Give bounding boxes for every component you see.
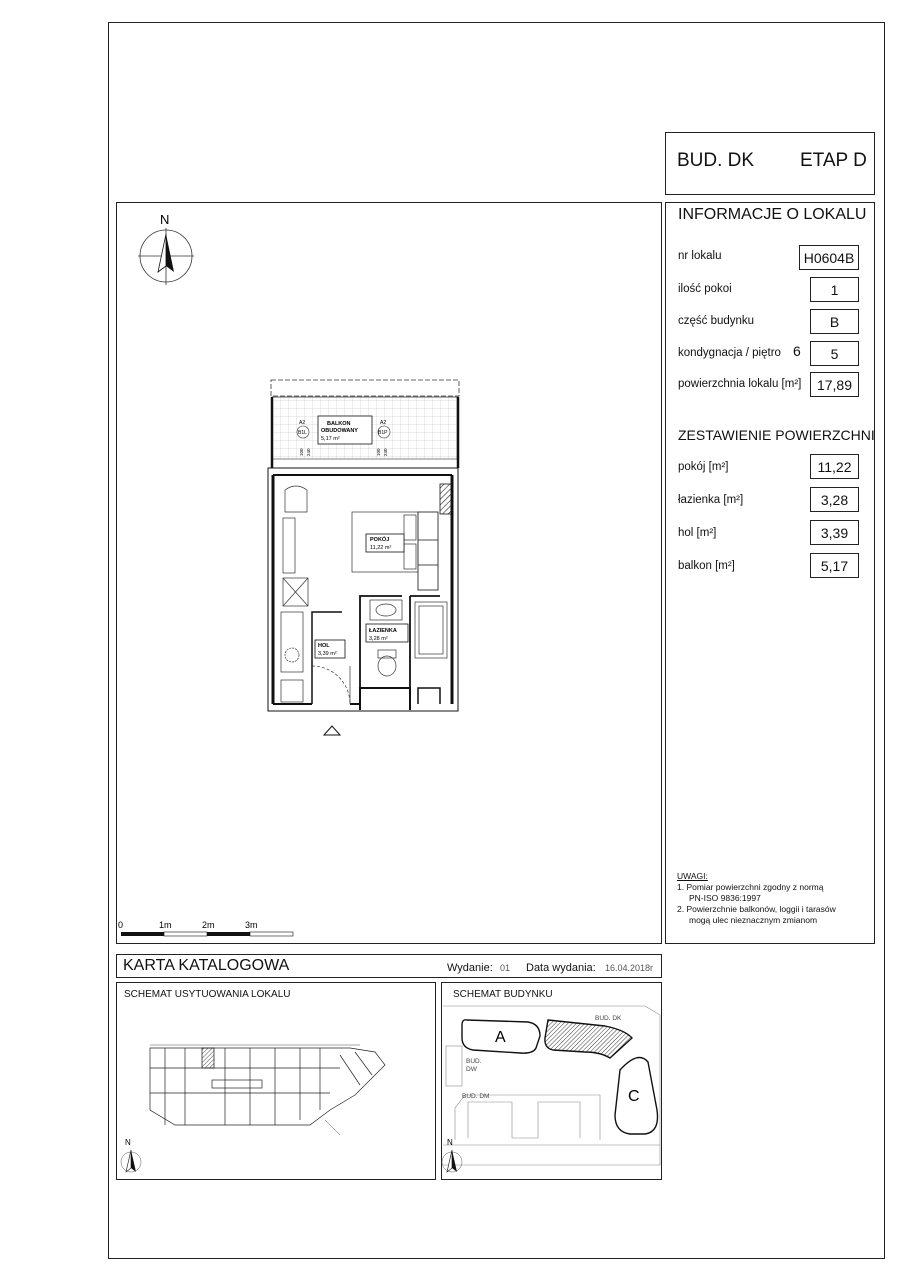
balcony-name-1: BALKON <box>327 421 351 427</box>
storey-value: 6 <box>793 343 801 359</box>
furniture <box>281 486 447 704</box>
info-label-rooms: ilość pokoi <box>678 283 732 295</box>
date-value: 16.04.2018r <box>605 963 654 973</box>
note-line-3: 2. Powierzchnie balkonów, loggii i tarasów <box>677 904 836 914</box>
window-dim-1-left: 100 <box>299 448 304 456</box>
balcony-name-2: OBUDOWANY <box>321 428 358 434</box>
area-value-hall: 3,39 <box>810 520 859 545</box>
scale-label-0: 0 <box>118 920 124 930</box>
location-north-arrow-icon <box>121 1150 141 1172</box>
unit-number-value: H0604B <box>799 245 859 270</box>
total-area-value: 17,89 <box>810 372 859 397</box>
bathroom-name: ŁAZIENKA <box>369 628 397 634</box>
stage-code: ETAP D <box>800 150 867 171</box>
hall-name: HOL <box>318 643 330 649</box>
apartment-walls <box>268 468 458 711</box>
building-dk-label: BUD. DK <box>595 1015 622 1022</box>
window-tag-left: B1L <box>298 430 307 436</box>
notes-title: UWAGI: <box>677 871 708 881</box>
building-a-label: A <box>495 1029 506 1046</box>
scale-bar <box>121 932 293 936</box>
room-area-label: 11,22 m² <box>370 545 392 551</box>
floor-plan-drawing <box>116 202 662 944</box>
bathroom-area-label: 3,28 m² <box>369 636 388 642</box>
building-dk-shape <box>545 1020 632 1058</box>
info-label-unit-number: nr lokalu <box>678 250 722 262</box>
hall-area-label: 3,39 m² <box>318 651 337 657</box>
edition-label: Wydanie: <box>447 962 493 974</box>
note-line-2: PN-ISO 9836:1997 <box>689 893 761 903</box>
building-dw-label-1: BUD. <box>466 1058 482 1065</box>
area-label-room: pokój [m²] <box>678 461 729 473</box>
window-tag-a-left: A2 <box>299 420 306 426</box>
north-arrow-icon <box>138 228 194 285</box>
room-name: POKÓJ <box>370 537 390 543</box>
building-dw-label-2: DW <box>466 1066 477 1073</box>
note-line-4: mogą ulec nieznacznym zmianom <box>689 915 818 925</box>
building-c-label: C <box>628 1088 640 1105</box>
window-dim-2-right: 240 <box>383 448 388 456</box>
location-scheme-title: SCHEMAT USYTUOWANIA LOKALU <box>124 989 291 1000</box>
building-north-letter: N <box>447 1138 453 1147</box>
rooms-value: 1 <box>810 277 859 302</box>
area-label-hall: hol [m²] <box>678 527 717 539</box>
info-label-floor: kondygnacja / piętro <box>678 347 781 359</box>
scale-label-1m: 1m <box>159 920 172 930</box>
area-label-bathroom: łazienka [m²] <box>678 494 744 506</box>
info-title: INFORMACJE O LOKALU <box>678 206 867 223</box>
edition-value: 01 <box>500 963 511 973</box>
building-scheme-drawing <box>441 982 662 1180</box>
scale-label-3m: 3m <box>245 920 258 930</box>
info-label-building-part: część budynku <box>678 315 755 327</box>
date-label: Data wydania: <box>526 962 596 974</box>
area-label-balcony: balkon [m²] <box>678 560 735 572</box>
window-tag-right: B1P <box>378 430 388 436</box>
area-value-room: 11,22 <box>810 454 859 479</box>
catalog-title: KARTA KATALOGOWA <box>123 957 290 974</box>
note-line-1: 1. Pomiar powierzchni zgodny z normą <box>677 882 824 892</box>
north-letter: N <box>160 212 170 227</box>
building-scheme-title: SCHEMAT BUDYNKU <box>453 989 553 1000</box>
window-tag-a-right: A2 <box>380 420 387 426</box>
location-scheme-drawing <box>116 982 436 1180</box>
window-dim-1-right: 100 <box>376 448 381 456</box>
area-value-bathroom: 3,28 <box>810 487 859 512</box>
building-dm-label: BUD. DM <box>462 1093 490 1100</box>
building-part-value: B <box>810 309 859 334</box>
entrance-arrow-icon <box>324 726 340 735</box>
areas-title: ZESTAWIENIE POWIERZCHNI <box>678 427 875 443</box>
building-code: BUD. DK <box>677 150 755 171</box>
scale-label-2m: 2m <box>202 920 215 930</box>
building-north-arrow-icon <box>442 1150 462 1172</box>
info-label-total-area: powierzchnia lokalu [m²] <box>678 378 802 390</box>
area-value-balcony: 5,17 <box>810 553 859 578</box>
floor-value: 5 <box>810 341 859 366</box>
balcony-area-label: 5,17 m² <box>321 436 340 442</box>
location-north-letter: N <box>125 1138 131 1147</box>
window-dim-2-left: 240 <box>306 448 311 456</box>
